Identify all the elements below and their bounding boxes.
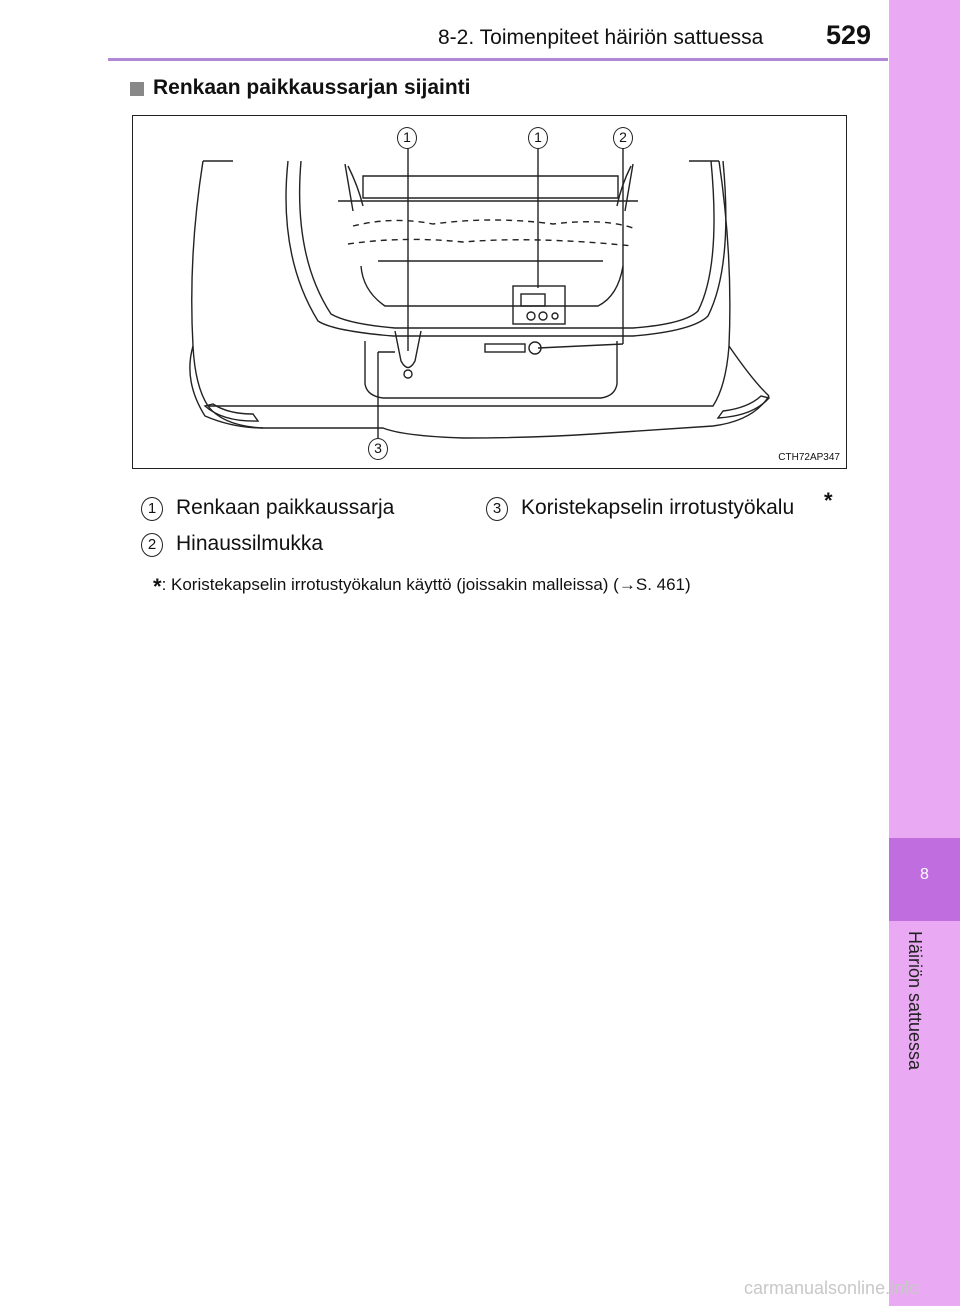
legend-label-2: Hinaussilmukka — [176, 532, 324, 555]
legend-num-1: 1 — [141, 497, 163, 521]
header-title: 8-2. Toimenpiteet häiriön sattuessa — [438, 26, 764, 49]
arrow-icon: → — [618, 575, 636, 594]
car-trunk-drawing — [133, 116, 848, 470]
section-title: Renkaan paikkaussarjan sijainti — [153, 76, 471, 99]
chapter-label: Häiriön sattuessa — [905, 931, 925, 1071]
callout-1-right: 1 — [528, 127, 548, 149]
footnote-star: * — [153, 574, 162, 599]
figure-code: CTH72AP347 — [778, 452, 840, 463]
section-marker-icon — [130, 82, 144, 96]
legend-star: * — [824, 488, 833, 513]
watermark: carmanualsonline.info — [744, 1278, 920, 1298]
header-rule — [108, 58, 888, 61]
chapter-side-tab — [889, 0, 960, 1306]
legend-label-3: Koristekapselin irrotustyökalu — [521, 496, 795, 519]
page-number: 529 — [826, 20, 872, 50]
footnote — [153, 570, 691, 599]
callout-3: 3 — [368, 438, 388, 460]
legend-num-3: 3 — [486, 497, 508, 521]
chapter-number: 8 — [920, 866, 929, 883]
callout-1-left: 1 — [397, 127, 417, 149]
footnote-text: : Koristekapselin irrotustyökalun käyttö (joissakin malleissa) ( — [161, 575, 619, 594]
footnote-ref: S. 461) — [635, 575, 691, 594]
legend-label-1: Renkaan paikkaussarja — [176, 496, 395, 519]
callout-2: 2 — [613, 127, 633, 149]
legend-num-2: 2 — [141, 533, 163, 557]
trunk-illustration — [132, 115, 847, 469]
